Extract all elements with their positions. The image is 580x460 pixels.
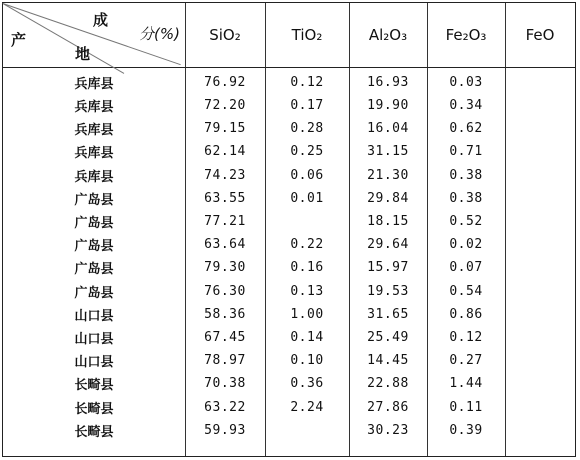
table-row — [3, 94, 575, 117]
cell-place: 山口县 — [74, 355, 114, 371]
table-row — [3, 303, 575, 326]
cell-fe2o3: 0.86 — [449, 306, 483, 322]
cell-al2o3: 14.45 — [367, 353, 409, 369]
table-row — [3, 257, 575, 280]
cell-place: 山口县 — [74, 331, 114, 347]
cell-feo — [505, 164, 575, 187]
cell-fe2o3: 0.71 — [449, 144, 483, 160]
cell-feo — [505, 94, 575, 117]
cell-place: 兵库县 — [74, 169, 114, 185]
cell-tio2: 0.01 — [290, 190, 324, 206]
table-row — [3, 187, 575, 210]
cell-al2o3: 16.04 — [367, 121, 409, 137]
cell-feo — [505, 419, 575, 442]
cell-tio2: 0.06 — [290, 167, 324, 183]
corner-label-top: 成 — [93, 11, 109, 29]
cell-tio2: 0.36 — [290, 376, 324, 392]
table-row — [3, 210, 575, 233]
cell-fe2o3: 0.62 — [449, 121, 483, 137]
cell-tio2 — [265, 210, 349, 233]
cell-al2o3: 16.93 — [367, 74, 409, 90]
cell-sio2: 58.36 — [204, 306, 246, 322]
cell-sio2: 74.23 — [204, 167, 246, 183]
cell-place: 长畸县 — [74, 424, 114, 440]
cell-tio2: 0.16 — [290, 260, 324, 276]
header-rule — [3, 67, 575, 68]
cell-feo — [505, 117, 575, 140]
table-row — [3, 373, 575, 396]
cell-sio2: 77.21 — [204, 213, 246, 229]
cell-feo — [505, 210, 575, 233]
cell-feo — [505, 373, 575, 396]
cell-al2o3: 31.65 — [367, 306, 409, 322]
cell-sio2: 79.30 — [204, 260, 246, 276]
cell-tio2: 0.28 — [290, 121, 324, 137]
cell-sio2: 76.92 — [204, 74, 246, 90]
column-header-feo: FeO — [525, 26, 555, 44]
corner-label-mid: 分(%) — [139, 25, 180, 43]
cell-al2o3: 18.15 — [367, 213, 409, 229]
cell-al2o3: 29.84 — [367, 190, 409, 206]
table-row — [3, 164, 575, 187]
cell-al2o3: 19.53 — [367, 283, 409, 299]
cell-place: 长畸县 — [74, 401, 114, 417]
cell-fe2o3: 0.38 — [449, 190, 483, 206]
cell-feo — [505, 257, 575, 280]
cell-place: 广岛县 — [74, 285, 114, 301]
cell-al2o3: 19.90 — [367, 97, 409, 113]
table-row — [3, 233, 575, 256]
cell-place: 兵库县 — [74, 76, 114, 92]
column-header-al2o3: Al₂O₃ — [368, 26, 408, 44]
cell-tio2: 0.25 — [290, 144, 324, 160]
table-row — [3, 326, 575, 349]
cell-fe2o3: 0.02 — [449, 237, 483, 253]
cell-feo — [505, 396, 575, 419]
cell-place: 长畸县 — [74, 378, 114, 394]
cell-feo — [505, 187, 575, 210]
cell-al2o3: 31.15 — [367, 144, 409, 160]
cell-feo — [505, 326, 575, 349]
column-header-sio2: SiO₂ — [209, 26, 241, 44]
cell-sio2: 79.15 — [204, 121, 246, 137]
table-row — [3, 141, 575, 164]
cell-tio2: 0.13 — [290, 283, 324, 299]
table-row — [3, 71, 575, 94]
cell-tio2: 0.10 — [290, 353, 324, 369]
cell-sio2: 78.97 — [204, 353, 246, 369]
cell-fe2o3: 0.07 — [449, 260, 483, 276]
cell-al2o3: 25.49 — [367, 329, 409, 345]
cell-sio2: 67.45 — [204, 329, 246, 345]
cell-tio2: 0.17 — [290, 97, 324, 113]
cell-place: 山口县 — [74, 308, 114, 324]
cell-tio2: 0.14 — [290, 329, 324, 345]
cell-sio2: 63.22 — [204, 399, 246, 415]
cell-sio2: 62.14 — [204, 144, 246, 160]
cell-fe2o3: 0.27 — [449, 353, 483, 369]
corner-label-bottom: 地 — [75, 45, 91, 63]
cell-tio2: 1.00 — [290, 306, 324, 322]
cell-fe2o3: 0.38 — [449, 167, 483, 183]
corner-label-left: 产 — [11, 31, 27, 49]
cell-tio2: 0.22 — [290, 237, 324, 253]
cell-feo — [505, 141, 575, 164]
cell-fe2o3: 0.12 — [449, 329, 483, 345]
cell-sio2: 72.20 — [204, 97, 246, 113]
cell-sio2: 63.64 — [204, 237, 246, 253]
table-row — [3, 396, 575, 419]
column-header-tio2: TiO₂ — [291, 26, 323, 44]
cell-feo — [505, 233, 575, 256]
cell-place: 广岛县 — [74, 192, 114, 208]
cell-tio2: 0.12 — [290, 74, 324, 90]
cell-place: 兵库县 — [74, 123, 114, 139]
table-row — [3, 419, 575, 442]
cell-sio2: 63.55 — [204, 190, 246, 206]
table-row — [3, 280, 575, 303]
cell-fe2o3: 0.52 — [449, 213, 483, 229]
cell-fe2o3: 0.11 — [449, 399, 483, 415]
cell-place: 广岛县 — [74, 239, 114, 255]
column-header-fe2o3: Fe₂O₃ — [445, 26, 487, 44]
cell-fe2o3: 0.39 — [449, 422, 483, 438]
table-row — [3, 349, 575, 372]
table-row — [3, 117, 575, 140]
cell-feo — [505, 349, 575, 372]
cell-feo — [505, 280, 575, 303]
cell-fe2o3: 1.44 — [449, 376, 483, 392]
cell-feo — [505, 71, 575, 94]
cell-tio2: 2.24 — [290, 399, 324, 415]
cell-sio2: 70.38 — [204, 376, 246, 392]
cell-sio2: 59.93 — [204, 422, 246, 438]
cell-al2o3: 21.30 — [367, 167, 409, 183]
cell-sio2: 76.30 — [204, 283, 246, 299]
cell-al2o3: 27.86 — [367, 399, 409, 415]
cell-feo — [505, 303, 575, 326]
cell-fe2o3: 0.34 — [449, 97, 483, 113]
cell-place: 广岛县 — [74, 215, 114, 231]
cell-al2o3: 15.97 — [367, 260, 409, 276]
cell-tio2 — [265, 419, 349, 442]
cell-al2o3: 30.23 — [367, 422, 409, 438]
cell-al2o3: 22.88 — [367, 376, 409, 392]
cell-al2o3: 29.64 — [367, 237, 409, 253]
cell-fe2o3: 0.03 — [449, 74, 483, 90]
cell-place: 兵库县 — [74, 146, 114, 162]
cell-fe2o3: 0.54 — [449, 283, 483, 299]
cell-place: 兵库县 — [74, 99, 114, 115]
cell-place: 广岛县 — [74, 262, 114, 278]
composition-table — [2, 2, 576, 457]
